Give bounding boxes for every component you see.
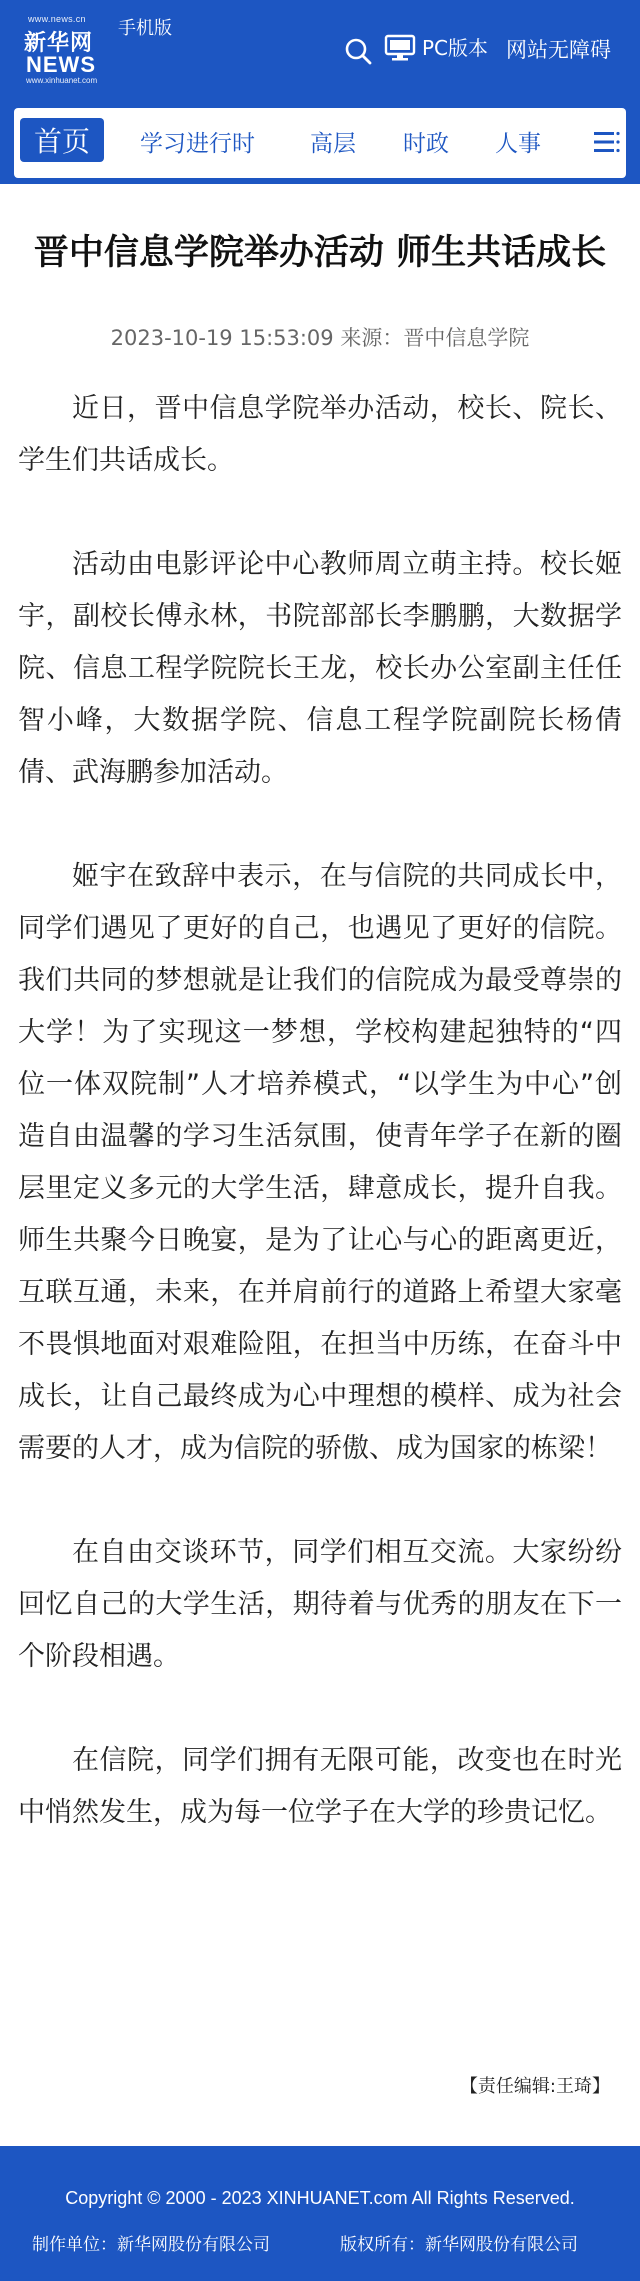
responsible-editor: 【责任编辑:王琦】	[459, 2076, 610, 2097]
xinhua-logo[interactable]	[18, 14, 122, 85]
article-date: 2023-10-19 15:53:09	[110, 326, 334, 350]
article-meta	[0, 322, 640, 352]
article-source-label: 来源：	[340, 326, 404, 350]
pc-version-link[interactable]: PC版本	[422, 36, 489, 60]
logo-small-url: www.news.cn	[28, 14, 86, 24]
article-paragraph: 在自由交谈环节，同学们相互交流。大家纷纷回忆自己的大学生活，期待着与优秀的朋友在下一个阶段相遇。	[18, 1537, 622, 1672]
mobile-version-label: 手机版	[118, 18, 172, 39]
article-source: 晋中信息学院	[403, 326, 530, 350]
article-paragraph: 在信院，同学们拥有无限可能，改变也在时光中悄然发生，成为每一位学子在大学的珍贵记忆。	[18, 1745, 622, 1828]
nav-item-home[interactable]: 首页	[20, 118, 104, 162]
channel-nav	[0, 100, 640, 184]
logo-brand-sub: NEWS	[26, 52, 96, 77]
logo-url: www.xinhuanet.com	[26, 76, 98, 85]
article-body	[18, 383, 622, 1891]
site-footer	[0, 2146, 640, 2281]
accessibility-link[interactable]: 网站无障碍	[506, 38, 611, 62]
logo-brand: 新华网	[24, 31, 94, 56]
channel-nav-inner	[14, 108, 626, 178]
pc-monitor-icon[interactable]	[384, 33, 416, 63]
article-paragraph: 活动由电影评论中心教师周立萌主持。校长姬宇，副校长傅永林，书院部部长李鹏鹏，大数据学院、信息工程学院院长王龙，校长办公室副主任任智小峰，大数据学院、信息工程学院副院长杨倩倩、武海鹏参加活动。	[18, 549, 622, 788]
search-icon[interactable]	[343, 36, 373, 66]
article-paragraph: 近日，晋中信息学院举办活动，校长、院长、学生们共话成长。	[18, 393, 622, 476]
nav-item-personnel[interactable]: 人事	[495, 131, 541, 157]
nav-item-politics[interactable]: 时政	[403, 131, 449, 157]
menu-icon[interactable]	[594, 129, 620, 155]
producer-text: 制作单位：新华网股份有限公司	[32, 2235, 270, 2255]
nav-item-study[interactable]: 学习进行时	[140, 131, 255, 157]
article-title: 晋中信息学院举办活动 师生共话成长	[33, 233, 607, 274]
rights-text: 版权所有：新华网股份有限公司	[340, 2235, 578, 2255]
copyright-text: Copyright © 2000 - 2023 XINHUANET.com All Rights Reserved.	[65, 2188, 575, 2208]
article-paragraph: 姬宇在致辞中表示，在与信院的共同成长中，同学们遇见了更好的自己，也遇见了更好的信院。我们共同的梦想就是让我们的信院成为最受尊崇的大学！为了实现这一梦想，学校构建起独特的“四位一体双院制”人才培养模式，“以学生为中心”创造自由温馨的学习生活氛围，使青年学子在新的圈层里定义多元的大学生活，肆意成长，提升自我。师生共聚今日晚宴，是为了让心与心的距离更近，互联互通，未来，在并肩前行的道路上希望大家毫不畏惧地面对艰难险阻，在担当中历练，在奋斗中成长，让自己最终成为心中理想的模样、成为社会需要的人才，成为信院的骄傲、成为国家的栋梁！	[18, 861, 622, 1464]
nav-item-leadership[interactable]: 高层	[310, 131, 356, 157]
site-header	[0, 0, 640, 100]
